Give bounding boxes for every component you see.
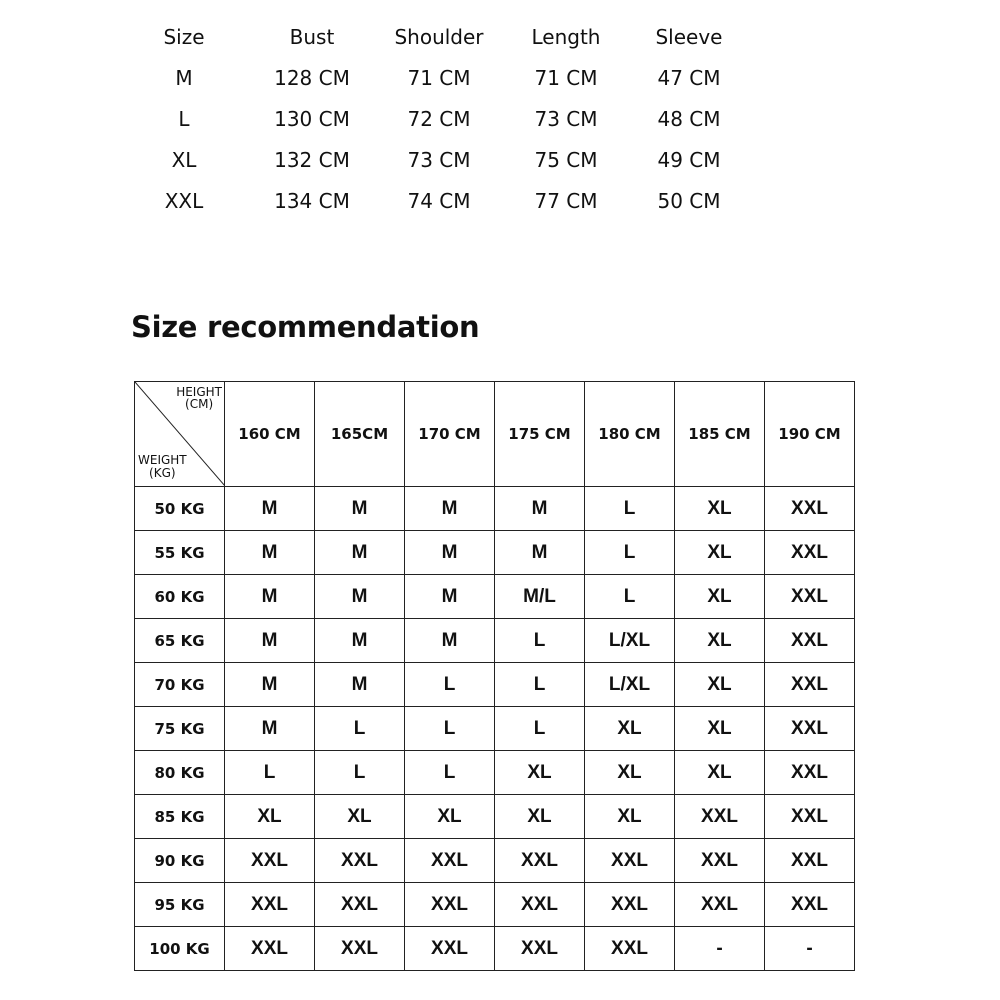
measurement-cell: 50 CM: [657, 188, 721, 213]
recommended-size-cell: XXL: [765, 751, 855, 795]
recommended-size-cell: XL: [225, 795, 315, 839]
weight-label-cell: 70 KG: [135, 663, 225, 707]
recommended-size-cell: M: [225, 707, 315, 751]
recommended-size-cell: XL: [585, 795, 675, 839]
measurement-row: [120, 139, 760, 180]
measurement-cell: 48 CM: [657, 106, 721, 131]
recommended-size-cell: M: [495, 487, 585, 531]
measurement-header-row: [120, 16, 760, 57]
corner-height-label: [176, 386, 222, 410]
weight-row: [135, 575, 855, 619]
recommended-size-cell: M: [225, 531, 315, 575]
height-header-cell: 175 CM: [495, 382, 585, 487]
recommended-size-cell: XXL: [765, 487, 855, 531]
weight-row: [135, 531, 855, 575]
recommended-size-cell: M: [495, 531, 585, 575]
recommended-size-cell: XL: [315, 795, 405, 839]
recommended-size-cell: XXL: [765, 619, 855, 663]
recommended-size-cell: L: [405, 751, 495, 795]
recommended-size-cell: XXL: [225, 839, 315, 883]
height-axis-label: HEIGHT: [176, 385, 222, 399]
measurement-header-cell: Size: [163, 24, 205, 49]
height-header-cell: 180 CM: [585, 382, 675, 487]
measurement-cell: 72 CM: [407, 106, 471, 131]
recommended-size-cell: XXL: [495, 927, 585, 971]
measurement-cell: 49 CM: [657, 147, 721, 172]
measurement-cell: XL: [171, 147, 197, 172]
weight-label-cell: 55 KG: [135, 531, 225, 575]
recommended-size-cell: XXL: [675, 839, 765, 883]
recommended-size-cell: XL: [675, 531, 765, 575]
size-measurement-table: [120, 16, 760, 221]
recommended-size-cell: XXL: [765, 575, 855, 619]
recommended-size-cell: M: [225, 619, 315, 663]
recommended-size-cell: L: [585, 531, 675, 575]
recommended-size-cell: M: [405, 619, 495, 663]
size-recommendation-title: Size recommendation: [131, 310, 480, 344]
measurement-cell: 77 CM: [534, 188, 598, 213]
recommended-size-cell: XXL: [765, 707, 855, 751]
weight-unit-label: (KG): [149, 466, 176, 480]
recommended-size-cell: M: [405, 487, 495, 531]
height-header-cell: 170 CM: [405, 382, 495, 487]
weight-label-cell: 85 KG: [135, 795, 225, 839]
weight-label-cell: 65 KG: [135, 619, 225, 663]
measurement-row: [120, 98, 760, 139]
measurement-row: [120, 57, 760, 98]
weight-label-cell: 60 KG: [135, 575, 225, 619]
recommended-size-cell: XL: [585, 707, 675, 751]
recommended-size-cell: XXL: [585, 927, 675, 971]
measurement-cell: XXL: [164, 188, 204, 213]
measurement-cell: M: [175, 65, 193, 90]
recommended-size-cell: L/XL: [585, 619, 675, 663]
recommended-size-cell: M: [315, 531, 405, 575]
recommended-size-cell: L: [225, 751, 315, 795]
recommended-size-cell: XXL: [315, 883, 405, 927]
height-header-cell: 185 CM: [675, 382, 765, 487]
recommended-size-cell: M: [315, 487, 405, 531]
recommended-size-cell: L: [585, 487, 675, 531]
recommended-size-cell: XL: [675, 663, 765, 707]
recommended-size-cell: XL: [585, 751, 675, 795]
recommended-size-cell: L: [495, 619, 585, 663]
weight-axis-label: WEIGHT: [138, 453, 187, 467]
recommended-size-cell: L: [315, 707, 405, 751]
recommended-size-cell: M: [405, 575, 495, 619]
recommended-size-cell: L: [495, 663, 585, 707]
recommended-size-cell: XL: [675, 751, 765, 795]
measurement-header-cell: Length: [531, 24, 601, 49]
recommended-size-cell: M: [315, 619, 405, 663]
height-header-cell: 165CM: [315, 382, 405, 487]
recommended-size-cell: M: [315, 575, 405, 619]
recommended-size-cell: XXL: [225, 883, 315, 927]
recommended-size-cell: XXL: [585, 883, 675, 927]
recommended-size-cell: M: [225, 663, 315, 707]
recommended-size-cell: XXL: [495, 883, 585, 927]
measurement-header-cell: Bust: [289, 24, 335, 49]
measurement-cell: 130 CM: [274, 106, 350, 131]
recommended-size-cell: M: [315, 663, 405, 707]
measurement-row: [120, 180, 760, 221]
recommended-size-cell: M: [225, 575, 315, 619]
measurement-cell: L: [178, 106, 190, 131]
recommended-size-cell: XL: [405, 795, 495, 839]
recommended-size-cell: -: [675, 927, 765, 971]
recommended-size-cell: XL: [495, 751, 585, 795]
measurement-cell: 73 CM: [407, 147, 471, 172]
recommended-size-cell: L: [585, 575, 675, 619]
weight-row: [135, 839, 855, 883]
measurement-cell: 134 CM: [274, 188, 350, 213]
recommended-size-cell: M: [225, 487, 315, 531]
recommended-size-cell: M: [405, 531, 495, 575]
recommended-size-cell: XXL: [225, 927, 315, 971]
weight-row: [135, 751, 855, 795]
weight-row: [135, 487, 855, 531]
corner-cell: [135, 382, 225, 487]
recommended-size-cell: L: [495, 707, 585, 751]
recommended-size-cell: XL: [675, 707, 765, 751]
recommended-size-cell: XXL: [765, 531, 855, 575]
recommended-size-cell: XL: [675, 487, 765, 531]
measurement-header-cell: Sleeve: [655, 24, 723, 49]
recommended-size-cell: L: [405, 663, 495, 707]
weight-row: [135, 927, 855, 971]
recommended-size-cell: XXL: [585, 839, 675, 883]
recommended-size-cell: XXL: [315, 839, 405, 883]
measurement-cell: 71 CM: [407, 65, 471, 90]
weight-row: [135, 883, 855, 927]
weight-label-cell: 50 KG: [135, 487, 225, 531]
recommended-size-cell: -: [765, 927, 855, 971]
measurement-cell: 132 CM: [274, 147, 350, 172]
recommended-size-cell: L: [405, 707, 495, 751]
recommended-size-cell: XXL: [405, 839, 495, 883]
recommended-size-cell: L: [315, 751, 405, 795]
recommended-size-cell: XXL: [405, 883, 495, 927]
height-header-row: [135, 382, 855, 487]
measurement-cell: 71 CM: [534, 65, 598, 90]
measurement-header-cell: Shoulder: [394, 24, 484, 49]
measurement-cell: 128 CM: [274, 65, 350, 90]
measurement-cell: 74 CM: [407, 188, 471, 213]
recommended-size-cell: XL: [675, 575, 765, 619]
recommended-size-cell: XL: [675, 619, 765, 663]
weight-label-cell: 90 KG: [135, 839, 225, 883]
recommended-size-cell: XXL: [765, 883, 855, 927]
recommended-size-cell: XXL: [765, 663, 855, 707]
height-header-cell: 190 CM: [765, 382, 855, 487]
recommended-size-cell: XXL: [675, 883, 765, 927]
weight-row: [135, 707, 855, 751]
measurement-cell: 47 CM: [657, 65, 721, 90]
recommended-size-cell: XXL: [765, 839, 855, 883]
recommended-size-cell: XXL: [765, 795, 855, 839]
corner-weight-label: [138, 454, 187, 480]
measurement-cell: 75 CM: [534, 147, 598, 172]
recommended-size-cell: L/XL: [585, 663, 675, 707]
weight-row: [135, 795, 855, 839]
height-unit-label: (CM): [185, 397, 214, 411]
weight-row: [135, 663, 855, 707]
weight-label-cell: 75 KG: [135, 707, 225, 751]
weight-label-cell: 100 KG: [135, 927, 225, 971]
recommended-size-cell: XXL: [675, 795, 765, 839]
recommended-size-cell: M/L: [495, 575, 585, 619]
weight-label-cell: 95 KG: [135, 883, 225, 927]
size-recommendation-grid: [134, 381, 855, 971]
weight-label-cell: 80 KG: [135, 751, 225, 795]
height-header-cell: 160 CM: [225, 382, 315, 487]
recommended-size-cell: XXL: [405, 927, 495, 971]
measurement-cell: 73 CM: [534, 106, 598, 131]
recommended-size-cell: XXL: [315, 927, 405, 971]
recommended-size-cell: XL: [495, 795, 585, 839]
recommended-size-cell: XXL: [495, 839, 585, 883]
weight-row: [135, 619, 855, 663]
